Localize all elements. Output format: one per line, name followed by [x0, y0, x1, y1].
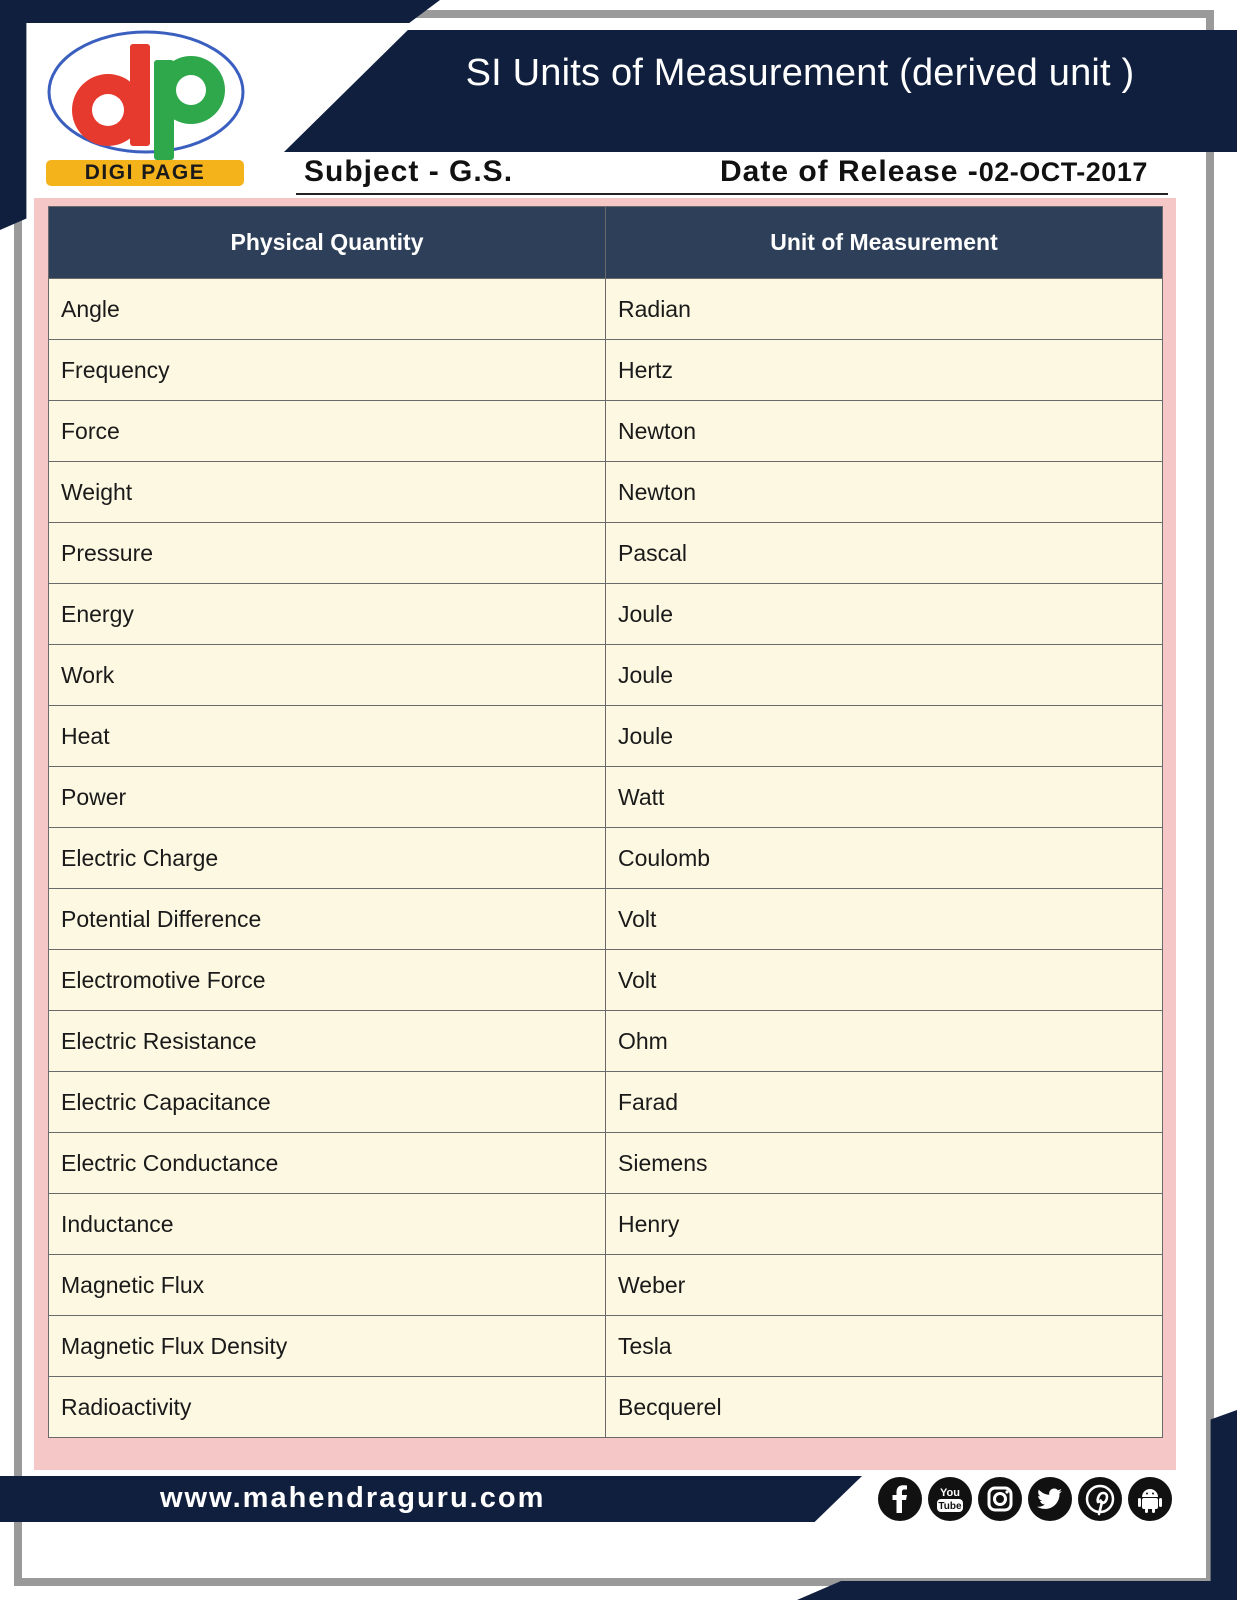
physical-quantity-cell: Energy — [49, 584, 606, 645]
unit-cell: Siemens — [606, 1133, 1163, 1194]
table-row — [49, 1011, 1163, 1072]
header-divider — [296, 193, 1168, 195]
unit-cell: Joule — [606, 584, 1163, 645]
physical-quantity-cell: Radioactivity — [49, 1377, 606, 1438]
physical-quantity-cell: Electric Resistance — [49, 1011, 606, 1072]
physical-quantity-cell: Electric Charge — [49, 828, 606, 889]
table-row — [49, 1316, 1163, 1377]
release-date: 02-OCT-2017 — [978, 157, 1148, 187]
unit-cell: Weber — [606, 1255, 1163, 1316]
physical-quantity-cell: Heat — [49, 706, 606, 767]
physical-quantity-cell: Pressure — [49, 523, 606, 584]
physical-quantity-cell: Magnetic Flux Density — [49, 1316, 606, 1377]
physical-quantity-cell: Electric Conductance — [49, 1133, 606, 1194]
footer-url-link[interactable]: www.mahendraguru.com — [160, 1482, 546, 1514]
table-row — [49, 1133, 1163, 1194]
unit-cell: Henry — [606, 1194, 1163, 1255]
table-body — [49, 279, 1163, 1438]
table-row — [49, 340, 1163, 401]
table-row — [49, 279, 1163, 340]
physical-quantity-cell: Magnetic Flux — [49, 1255, 606, 1316]
unit-cell: Pascal — [606, 523, 1163, 584]
svg-text:Tube: Tube — [938, 1501, 962, 1512]
subject-label: Subject - G.S. — [304, 155, 514, 188]
physical-quantity-cell: Electric Capacitance — [49, 1072, 606, 1133]
release-label: Date of Release - — [720, 155, 979, 188]
unit-cell: Joule — [606, 706, 1163, 767]
table-header-row — [49, 207, 1163, 279]
page-title: SI Units of Measurement (derived unit ) — [465, 52, 1135, 94]
instagram-icon[interactable] — [978, 1477, 1022, 1521]
table-row — [49, 462, 1163, 523]
physical-quantity-cell: Weight — [49, 462, 606, 523]
units-table — [48, 206, 1163, 1438]
table-row — [49, 401, 1163, 462]
physical-quantity-cell: Force — [49, 401, 606, 462]
unit-cell: Newton — [606, 401, 1163, 462]
unit-cell: Coulomb — [606, 828, 1163, 889]
svg-text:You: You — [940, 1487, 960, 1499]
unit-cell: Tesla — [606, 1316, 1163, 1377]
physical-quantity-cell: Electromotive Force — [49, 950, 606, 1011]
physical-quantity-cell: Power — [49, 767, 606, 828]
table-row — [49, 1072, 1163, 1133]
unit-cell: Farad — [606, 1072, 1163, 1133]
table-row — [49, 1255, 1163, 1316]
column-header: Unit of Measurement — [606, 207, 1163, 279]
unit-cell: Volt — [606, 889, 1163, 950]
facebook-icon[interactable] — [878, 1477, 922, 1521]
unit-cell: Ohm — [606, 1011, 1163, 1072]
unit-cell: Volt — [606, 950, 1163, 1011]
twitter-icon[interactable] — [1028, 1477, 1072, 1521]
youtube-icon[interactable] — [928, 1477, 972, 1521]
release-info — [720, 155, 1148, 189]
logo-label: DIGI PAGE — [46, 160, 244, 186]
column-header: Physical Quantity — [49, 207, 606, 279]
unit-cell: Radian — [606, 279, 1163, 340]
table-row — [49, 889, 1163, 950]
physical-quantity-cell: Angle — [49, 279, 606, 340]
table-row — [49, 584, 1163, 645]
physical-quantity-cell: Work — [49, 645, 606, 706]
units-table-container — [48, 206, 1163, 1438]
pinterest-icon[interactable] — [1078, 1477, 1122, 1521]
table-row — [49, 1377, 1163, 1438]
table-row — [49, 523, 1163, 584]
physical-quantity-cell: Frequency — [49, 340, 606, 401]
table-row — [49, 828, 1163, 889]
unit-cell: Watt — [606, 767, 1163, 828]
table-row — [49, 767, 1163, 828]
unit-cell: Becquerel — [606, 1377, 1163, 1438]
android-icon[interactable] — [1128, 1477, 1172, 1521]
unit-cell: Newton — [606, 462, 1163, 523]
unit-cell: Joule — [606, 645, 1163, 706]
table-row — [49, 950, 1163, 1011]
table-row — [49, 706, 1163, 767]
table-row — [49, 645, 1163, 706]
physical-quantity-cell: Inductance — [49, 1194, 606, 1255]
physical-quantity-cell: Potential Difference — [49, 889, 606, 950]
table-row — [49, 1194, 1163, 1255]
unit-cell: Hertz — [606, 340, 1163, 401]
